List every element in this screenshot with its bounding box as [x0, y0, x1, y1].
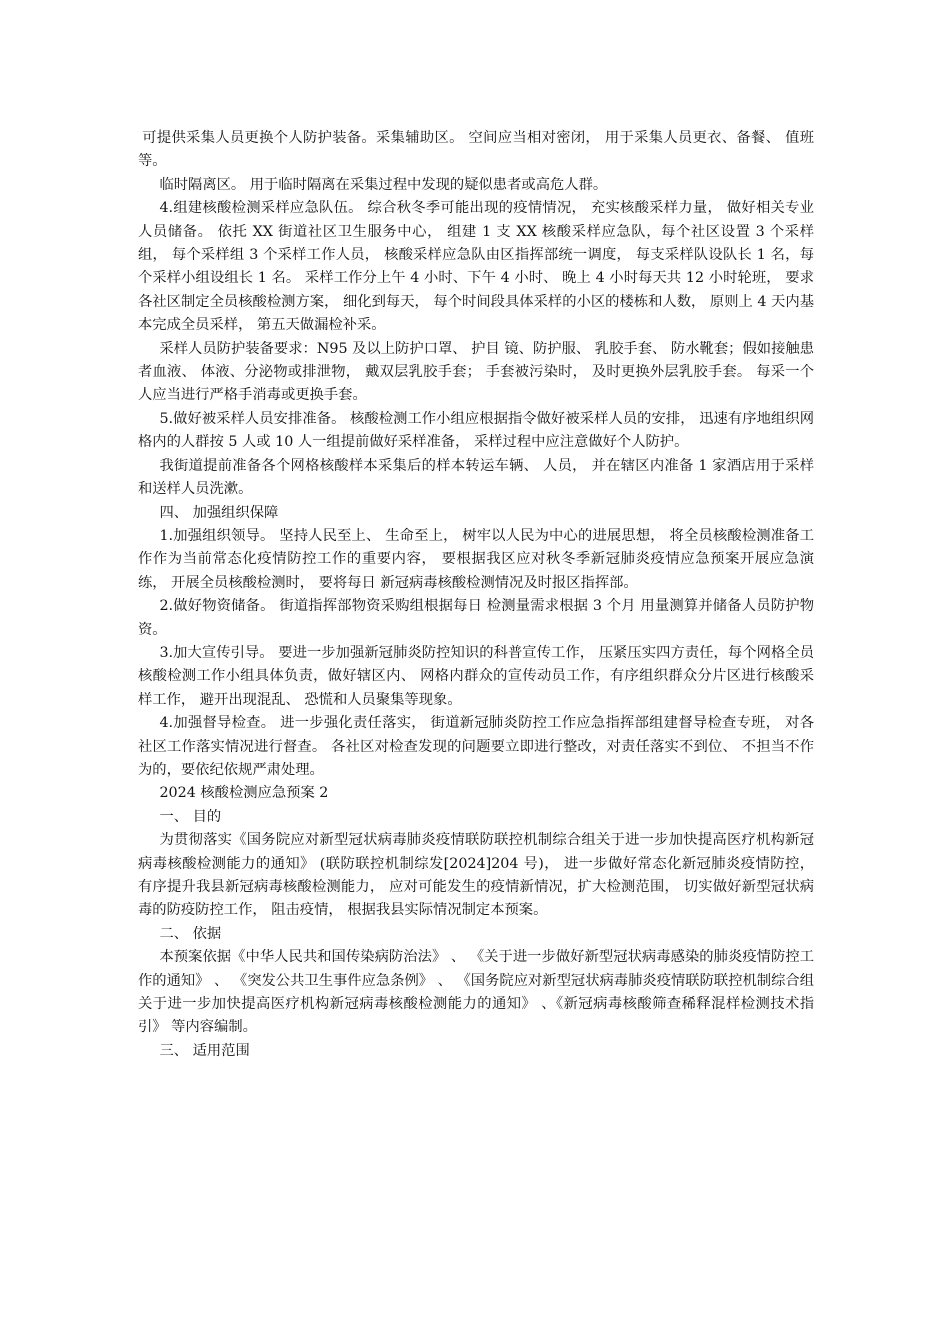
paragraph-basis: 本预案依据《中华人民共和国传染病防治法》 、 《关于进一步做好新型冠状病毒感染的肺炎疫情防控工作的通知》 、 《突发公共卫生事件应急条例》 、 《国务院应对新型冠状病毒肺炎疫情联防联控机制综合组关于进一步加快提高医疗机构新冠病毒核酸检测能力的通知》 、《新冠病毒核酸筛查稀释混样检测技术指引》 等内容编制。: [138, 949, 814, 1036]
paragraph-sampling-team: 4.组建核酸检测采样应急队伍。 综合秋冬季可能出现的疫情情况， 充实核酸采样力量， 做好相关专业人员储备。 依托 XX 街道社区卫生服务中心， 组建 1 支 XX 核酸采样应急队，每个社区设置 3 个采样组， 每个采样组 3 个采样工作人员， 核酸采样应急队由区指挥部统一调度， 每支采样队设队长 1 名，每个采样小组设组长 1 名。 采样工作分上午 4 小时、下午 4 小时、 晚上 4 小时每天共 12 小时轮班， 要求各社区制定全员核酸检测方案， 细化到每天， 每个时间段具体采样的小区的楼栋和人数， 原则上 4 天内基本完成全员采样， 第五天做漏检补采。: [138, 200, 814, 334]
paragraph-supplies: 2.做好物资储备。 街道指挥部物资采购组根据每日 检测量需求根据 3 个月 用量测算并储备人员防护物资。: [138, 598, 814, 638]
paragraph-sampled-persons: 5.做好被采样人员安排准备。 核酸检测工作小组应根据指令做好被采样人员的安排， 迅速有序地组织网格内的人群按 5 人或 10 人一组提前做好采样准备， 采样过程中应注意做好个人防护。: [138, 410, 814, 451]
section-heading-organization: 四、 加强组织保障: [159, 504, 279, 521]
section-heading-basis: 二、 依据: [159, 925, 222, 942]
paragraph-supervision: 4.加强督导检查。 进一步强化责任落实， 街道新冠肺炎防控工作应急指挥部组建督导检查专班， 对各社区工作落实情况进行督查。 各社区对检查发现的问题要立即进行整改，对责任落实不到位、 不担当不作为的，要依纪依规严肃处理。: [138, 715, 814, 778]
paragraph-leadership: 1.加强组织领导。 坚持人民至上、 生命至上， 树牢以人民为中心的进展思想， 将全员核酸检测准备工作作为当前常态化疫情防控工作的重要内容， 要根据我区应对秋冬季新冠肺炎疫情应急预案开展应急演练， 开展全员核酸检测时， 要将每日 新冠病毒核酸检测情况及时报区指挥部。: [138, 527, 814, 591]
document-title-plan-2: 2024 核酸检测应急预案 2: [159, 785, 329, 802]
document-page: [138, 127, 814, 1063]
paragraph-protective-equipment: 采样人员防护装备要求：N95 及以上防护口罩、 护目 镜、防护服、 乳胶手套、 防水靴套；假如接触患者血液、 体液、分泌物或排泄物， 戴双层乳胶手套； 手套被污染时， 及时更换外层乳胶手套。 每采一个人应当进行严格手消毒或更换手套。: [138, 340, 814, 404]
paragraph-transport-vehicles: 我街道提前准备各个网格核酸样本采集后的样本转运车辆、 人员， 并在辖区内准备 1 家酒店用于采样和送样人员洗漱。: [138, 457, 814, 498]
paragraph-publicity: 3.加大宣传引导。 要进一步加强新冠肺炎防控知识的科普宣传工作， 压紧压实四方责任，每个网格全员核酸检测工作小组具体负责，做好辖区内、 网格内群众的宣传动员工作，有序组织群众分片区进行核酸采样工作， 避开出现混乱、 恐慌和人员聚集等现象。: [138, 644, 814, 708]
paragraph-temporary-isolation-area: 临时隔离区。 用于临时隔离在采集过程中发现的疑似患者或高危人群。: [159, 176, 608, 193]
section-heading-scope: 三、 适用范围: [159, 1042, 250, 1059]
paragraph-purpose: 为贯彻落实《国务院应对新型冠状病毒肺炎疫情联防联控机制综合组关于进一步加快提高医疗机构新冠病毒核酸检测能力的通知》 (联防联控机制综发[2024]204 号)， 进一步做好常态化新冠肺炎疫情防控， 有序提升我县新冠病毒核酸检测能力， 应对可能发生的疫情新情况，扩大检测范围， 切实做好新型冠状病毒的防疫防控工作， 阻击疫情， 根据我县实际情况制定本预案。: [138, 832, 814, 919]
paragraph-collection-support-area: 可提供采集人员更换个人防护装备。采集辅助区。 空间应当相对密闭， 用于采集人员更衣、备餐、 值班等。: [138, 130, 814, 170]
section-heading-purpose: 一、 目的: [159, 808, 222, 825]
